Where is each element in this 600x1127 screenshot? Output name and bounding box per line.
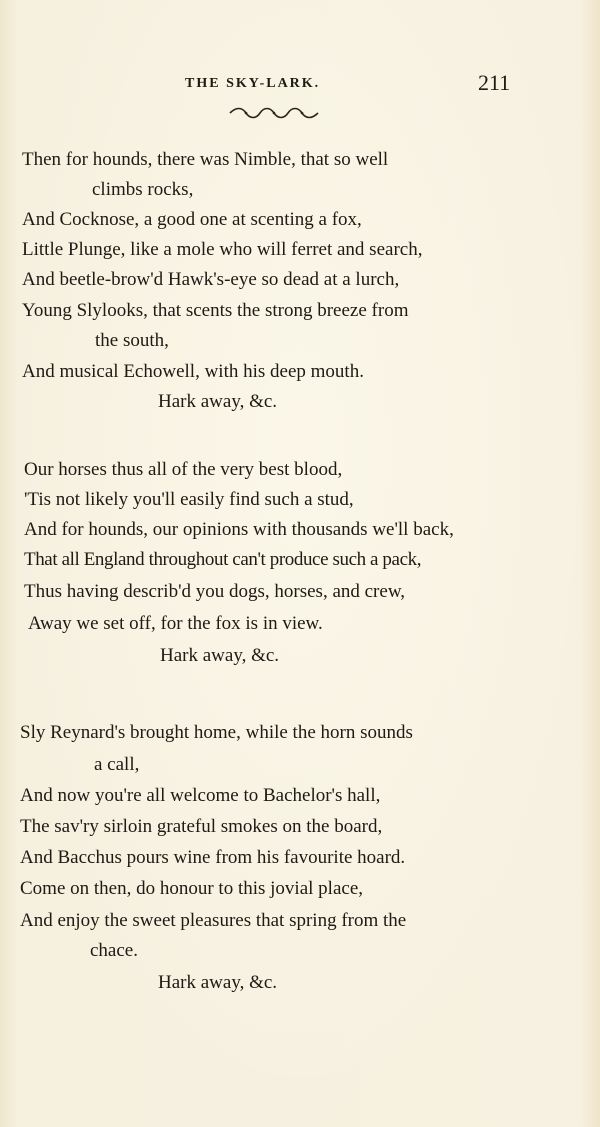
poem-line: Sly Reynard's brought home, while the horn sounds bbox=[20, 722, 413, 743]
poem-line: climbs rocks, bbox=[92, 179, 194, 200]
poem-line: And musical Echowell, with his deep mouth. bbox=[22, 361, 364, 382]
page-number: 211 bbox=[478, 70, 511, 95]
refrain: Hark away, &c. bbox=[160, 645, 280, 666]
poem-line: And Bacchus pours wine from his favourite hoard. bbox=[20, 847, 406, 868]
poem-line: And beetle-brow'd Hawk's-eye so dead at a lurch, bbox=[22, 269, 400, 290]
poem-line: And now you're all welcome to Bachelor's hall, bbox=[20, 785, 381, 806]
page-header bbox=[0, 70, 600, 100]
poem-line: And for hounds, our opinions with thousands we'll back, bbox=[24, 519, 454, 540]
poem-line: the south, bbox=[95, 330, 169, 351]
poem-line: Little Plunge, like a mole who will ferret and search, bbox=[22, 239, 423, 260]
poem-line: Come on then, do honour to this jovial place, bbox=[20, 878, 364, 899]
poem-line: And Cocknose, a good one at scenting a fox, bbox=[22, 209, 362, 230]
poem-line: chace. bbox=[90, 940, 138, 961]
poem-line: The sav'ry sirloin grateful smokes on the board, bbox=[20, 816, 383, 837]
poem-line: Our horses thus all of the very best blood, bbox=[24, 459, 343, 480]
poem-line: Thus having describ'd you dogs, horses, and crew, bbox=[24, 581, 406, 602]
decorative-ornament-icon bbox=[228, 106, 320, 120]
poem-line: And enjoy the sweet pleasures that spring from the bbox=[20, 910, 407, 931]
poem-line: Away we set off, for the fox is in view. bbox=[28, 613, 323, 634]
poem-line: a call, bbox=[94, 754, 140, 775]
running-title: THE SKY-LARK. bbox=[185, 76, 321, 91]
refrain: Hark away, &c. bbox=[158, 391, 278, 412]
poem-line: Then for hounds, there was Nimble, that so well bbox=[22, 149, 389, 170]
refrain: Hark away, &c. bbox=[158, 972, 278, 993]
poem-line: 'Tis not likely you'll easily find such a stud, bbox=[24, 489, 354, 510]
poem-line: Young Slylooks, that scents the strong breeze from bbox=[22, 300, 409, 321]
poem-line: That all England throughout can't produce such a pack, bbox=[24, 549, 422, 570]
